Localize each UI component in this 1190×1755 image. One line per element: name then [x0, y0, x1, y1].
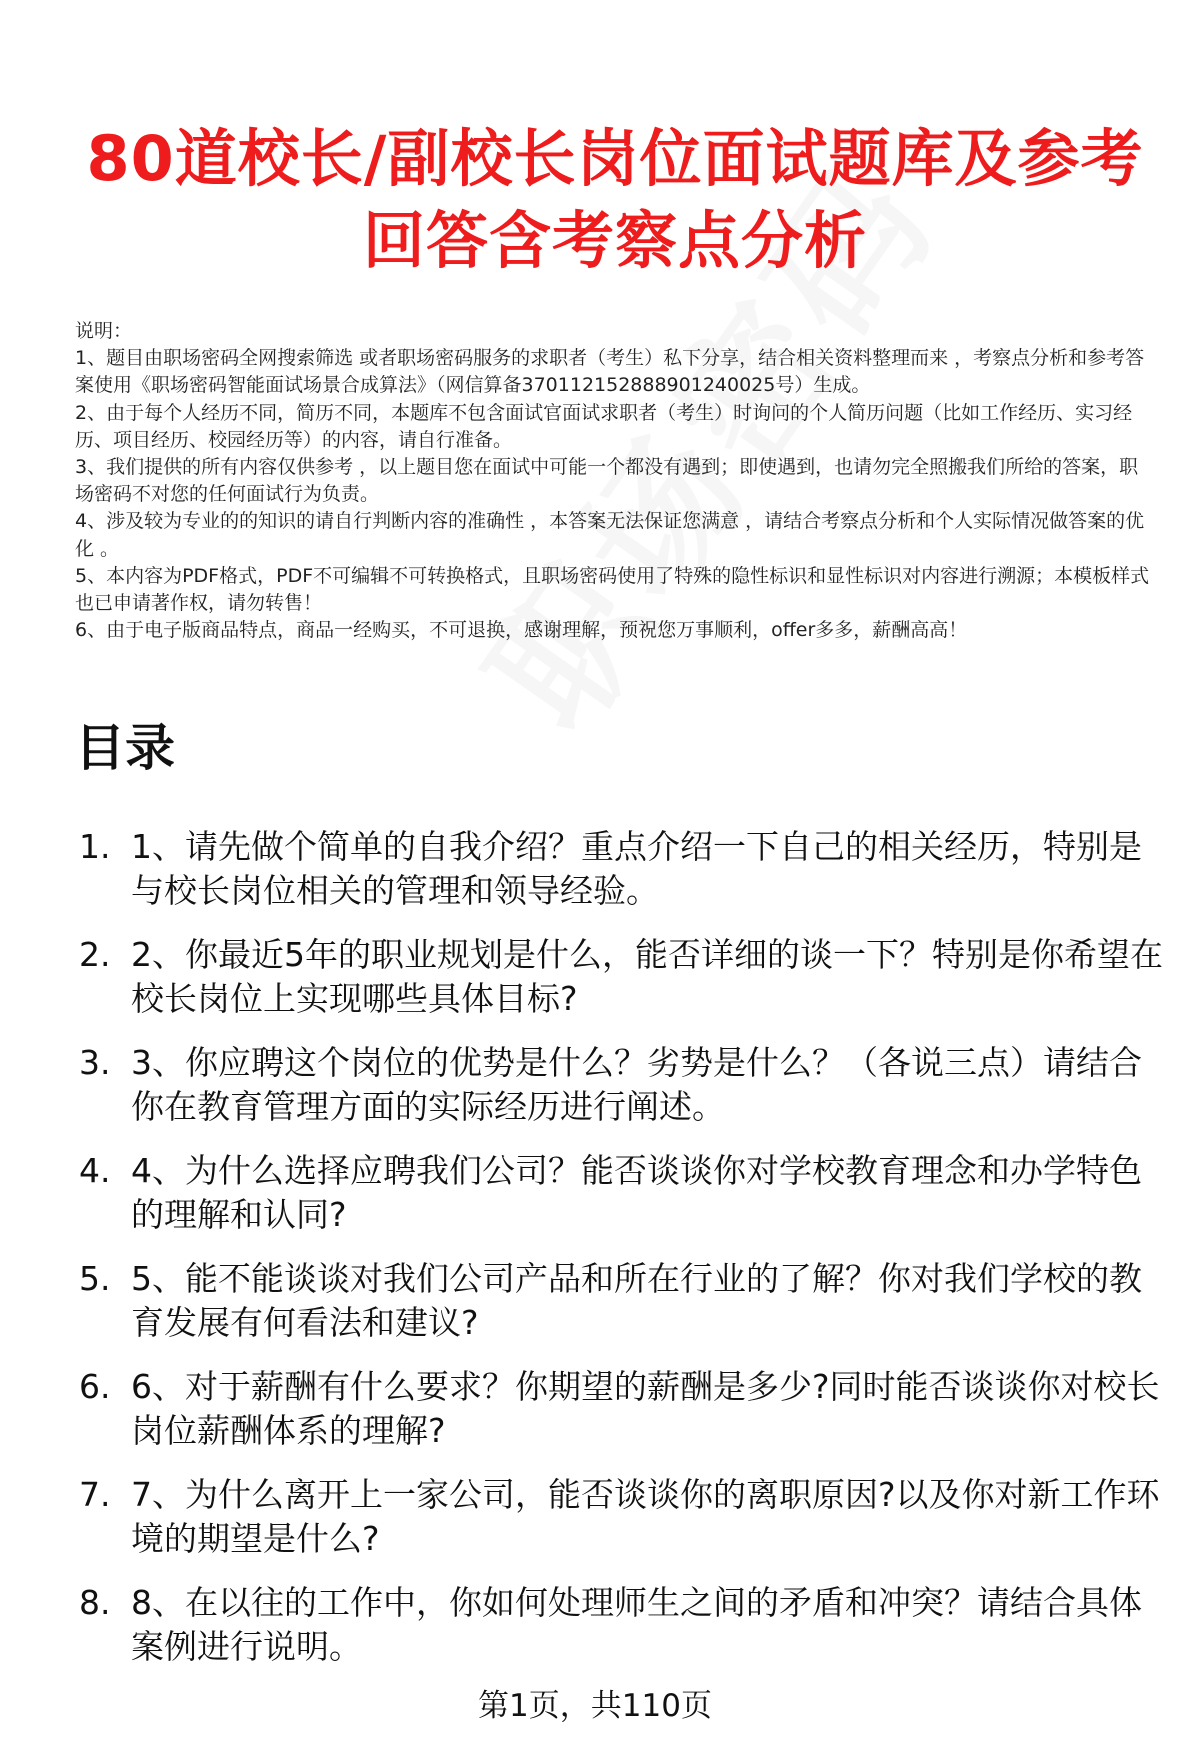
toc-list: [75, 825, 1165, 1689]
toc-item[interactable]: [75, 1365, 1165, 1453]
document-title: 80道校长/副校长岗位面试题库及参考回答含考察点分析: [86, 122, 1144, 277]
note-item: 2、由于每个人经历不同，简历不同，本题库不包含面试官面试求职者（考生）时询问的个人简历问题（比如工作经历、实习经历、项目经历、校园经历等）的内容，请自行准备。: [75, 401, 1133, 451]
note-item: 1、题目由职场密码全网搜索筛选 或者职场密码服务的求职者（考生）私下分享，结合相关资料整理而来 ，考察点分析和参考答案使用《职场密码智能面试场景合成算法》（网信算备370112152888901240025号）生成。: [75, 347, 1145, 397]
toc-item[interactable]: [75, 1149, 1165, 1237]
page-number: 第1页，共110页: [478, 1688, 712, 1724]
toc-item-number: 6.: [79, 1367, 111, 1406]
toc-item-text: 3、你应聘这个岗位的优势是什么？劣势是什么？（各说三点）请结合你在教育管理方面的实际经历进行阐述。: [131, 1043, 1142, 1126]
toc-item-text: 5、能不能谈谈对我们公司产品和所在行业的了解？你对我们学校的教育发展有何看法和建议?: [131, 1259, 1142, 1342]
toc-item-number: 7.: [79, 1475, 111, 1514]
toc-item-text: 4、为什么选择应聘我们公司？能否谈谈你对学校教育理念和办学特色的理解和认同?: [131, 1151, 1142, 1234]
toc-item-number: 2.: [79, 935, 111, 974]
toc-item[interactable]: [75, 1257, 1165, 1345]
toc-item[interactable]: [75, 1581, 1165, 1669]
toc-item-text: 2、你最近5年的职业规划是什么，能否详细的谈一下？特别是你希望在校长岗位上实现哪些具体目标?: [131, 935, 1163, 1018]
toc-item[interactable]: [75, 1473, 1165, 1561]
notes-heading: 说明：: [75, 320, 133, 342]
toc-item[interactable]: [75, 825, 1165, 913]
note-item: 6、由于电子版商品特点，商品一经购买，不可退换，感谢理解，预祝您万事顺利，offer多多，薪酬高高！: [75, 619, 968, 642]
toc-item-number: 8.: [79, 1583, 111, 1622]
toc-item-text: 8、在以往的工作中，你如何处理师生之间的矛盾和冲突？请结合具体案例进行说明。: [131, 1583, 1142, 1666]
note-item: 5、本内容为PDF格式，PDF不可编辑不可转换格式，且职场密码使用了特殊的隐性标识和显性标识对内容进行溯源；本模板样式也已申请著作权，请勿转售！: [75, 564, 1150, 615]
toc-item-number: 5.: [79, 1259, 111, 1298]
toc-item[interactable]: [75, 933, 1165, 1021]
toc-item-text: 7、为什么离开上一家公司，能否谈谈你的离职原因?以及你对新工作环境的期望是什么?: [131, 1475, 1160, 1558]
toc-item-text: 1、请先做个简单的自我介绍？重点介绍一下自己的相关经历，特别是与校长岗位相关的管理和领导经验。: [131, 827, 1142, 910]
toc-item-text: 6、对于薪酬有什么要求？你期望的薪酬是多少?同时能否谈谈你对校长岗位薪酬体系的理解?: [131, 1367, 1160, 1450]
toc-item[interactable]: [75, 1041, 1165, 1129]
toc-heading: 目录: [75, 719, 175, 777]
note-item: 4、涉及较为专业的的知识的请自行判断内容的准确性 ，本答案无法保证您满意 ，请结合考察点分析和个人实际情况做答案的优化 。: [75, 510, 1145, 560]
note-item: 3、我们提供的所有内容仅供参考 ，以上题目您在面试中可能一个都没有遇到；即使遇到，也请勿完全照搬我们所给的答案，职场密码不对您的任何面试行为负责。: [75, 456, 1139, 506]
toc-item-number: 1.: [79, 827, 111, 866]
notes-section: [75, 318, 1155, 644]
toc-item-number: 4.: [79, 1151, 111, 1190]
toc-item-number: 3.: [79, 1043, 111, 1082]
